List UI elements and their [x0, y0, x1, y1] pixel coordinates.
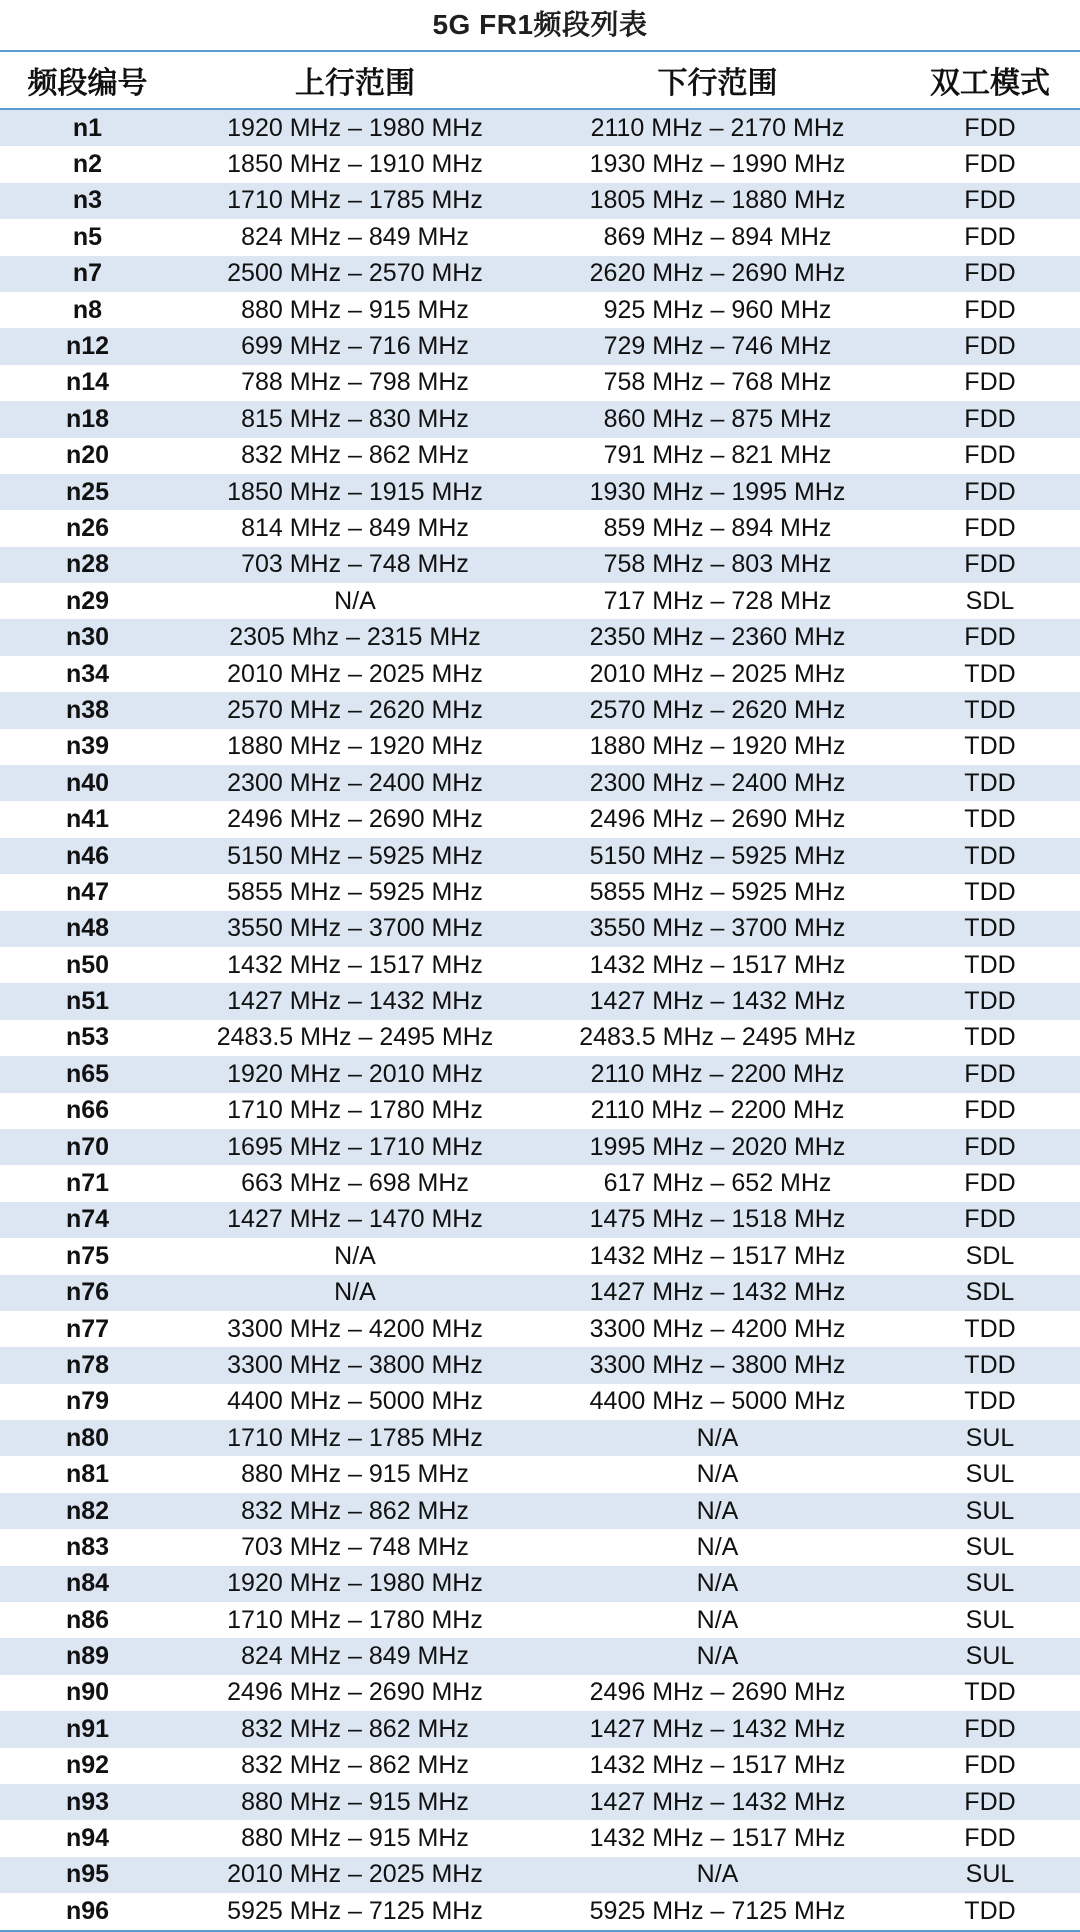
duplex-mode-cell: SUL: [900, 1420, 1080, 1456]
table-row: [0, 874, 1080, 910]
table-row: [0, 838, 1080, 874]
table-row: [0, 1820, 1080, 1856]
duplex-mode-cell: TDD: [900, 1893, 1080, 1929]
downlink-range-cell: N/A: [535, 1529, 900, 1565]
uplink-range-cell: 1850 MHz – 1910 MHz: [175, 146, 535, 182]
band-number-cell: n80: [0, 1420, 175, 1456]
table-row: [0, 146, 1080, 182]
band-number-cell: n50: [0, 947, 175, 983]
duplex-mode-cell: SDL: [900, 1238, 1080, 1274]
uplink-range-cell: 703 MHz – 748 MHz: [175, 1529, 535, 1565]
downlink-range-cell: 729 MHz – 746 MHz: [535, 328, 900, 364]
uplink-range-cell: 1710 MHz – 1780 MHz: [175, 1602, 535, 1638]
band-number-cell: n82: [0, 1493, 175, 1529]
downlink-range-cell: 869 MHz – 894 MHz: [535, 219, 900, 255]
uplink-range-cell: N/A: [175, 1275, 535, 1311]
band-number-cell: n12: [0, 328, 175, 364]
band-number-cell: n28: [0, 547, 175, 583]
table-row: [0, 183, 1080, 219]
table-row: [0, 1129, 1080, 1165]
band-number-cell: n41: [0, 801, 175, 837]
band-number-cell: n25: [0, 474, 175, 510]
band-number-cell: n86: [0, 1602, 175, 1638]
uplink-range-cell: 699 MHz – 716 MHz: [175, 328, 535, 364]
band-number-cell: n77: [0, 1311, 175, 1347]
table-row: [0, 619, 1080, 655]
band-number-cell: n76: [0, 1275, 175, 1311]
table-row: [0, 1093, 1080, 1129]
uplink-range-cell: 1710 MHz – 1785 MHz: [175, 183, 535, 219]
band-number-cell: n79: [0, 1384, 175, 1420]
table-row: [0, 510, 1080, 546]
band-number-cell: n2: [0, 146, 175, 182]
band-number-cell: n46: [0, 838, 175, 874]
duplex-mode-cell: FDD: [900, 474, 1080, 510]
band-number-cell: n81: [0, 1456, 175, 1492]
uplink-range-cell: 1710 MHz – 1780 MHz: [175, 1093, 535, 1129]
uplink-range-cell: 2570 MHz – 2620 MHz: [175, 692, 535, 728]
uplink-range-cell: 1432 MHz – 1517 MHz: [175, 947, 535, 983]
duplex-mode-cell: FDD: [900, 547, 1080, 583]
uplink-range-cell: 1427 MHz – 1470 MHz: [175, 1202, 535, 1238]
downlink-range-cell: 2570 MHz – 2620 MHz: [535, 692, 900, 728]
band-number-cell: n26: [0, 510, 175, 546]
uplink-range-cell: 1920 MHz – 2010 MHz: [175, 1056, 535, 1092]
duplex-mode-cell: FDD: [900, 1129, 1080, 1165]
uplink-range-cell: 703 MHz – 748 MHz: [175, 547, 535, 583]
duplex-mode-cell: FDD: [900, 401, 1080, 437]
header-row: [0, 52, 1080, 109]
uplink-range-cell: 832 MHz – 862 MHz: [175, 1493, 535, 1529]
duplex-mode-cell: TDD: [900, 656, 1080, 692]
uplink-range-cell: 824 MHz – 849 MHz: [175, 1638, 535, 1674]
downlink-range-cell: N/A: [535, 1420, 900, 1456]
downlink-range-cell: 1427 MHz – 1432 MHz: [535, 1784, 900, 1820]
downlink-range-cell: 5855 MHz – 5925 MHz: [535, 874, 900, 910]
downlink-range-cell: 1432 MHz – 1517 MHz: [535, 1748, 900, 1784]
table-row: [0, 1748, 1080, 1784]
duplex-mode-cell: TDD: [900, 983, 1080, 1019]
uplink-range-cell: 880 MHz – 915 MHz: [175, 1820, 535, 1856]
band-number-cell: n40: [0, 765, 175, 801]
downlink-range-cell: 2496 MHz – 2690 MHz: [535, 801, 900, 837]
uplink-range-cell: 1850 MHz – 1915 MHz: [175, 474, 535, 510]
band-number-cell: n7: [0, 256, 175, 292]
band-number-cell: n65: [0, 1056, 175, 1092]
uplink-range-cell: 832 MHz – 862 MHz: [175, 1748, 535, 1784]
downlink-range-cell: 1930 MHz – 1990 MHz: [535, 146, 900, 182]
downlink-range-cell: 2110 MHz – 2200 MHz: [535, 1093, 900, 1129]
downlink-range-cell: 1475 MHz – 1518 MHz: [535, 1202, 900, 1238]
uplink-range-cell: 814 MHz – 849 MHz: [175, 510, 535, 546]
downlink-range-cell: 3550 MHz – 3700 MHz: [535, 911, 900, 947]
band-number-cell: n29: [0, 583, 175, 619]
uplink-range-cell: 2305 Mhz – 2315 MHz: [175, 619, 535, 655]
duplex-mode-cell: FDD: [900, 109, 1080, 146]
downlink-range-cell: 758 MHz – 768 MHz: [535, 365, 900, 401]
duplex-mode-cell: FDD: [900, 1748, 1080, 1784]
table-row: [0, 1493, 1080, 1529]
duplex-mode-cell: TDD: [900, 692, 1080, 728]
downlink-range-cell: 617 MHz – 652 MHz: [535, 1165, 900, 1201]
table-row: [0, 1566, 1080, 1602]
band-number-cell: n1: [0, 109, 175, 146]
table-row: [0, 1893, 1080, 1929]
downlink-range-cell: N/A: [535, 1857, 900, 1893]
uplink-range-cell: 1695 MHz – 1710 MHz: [175, 1129, 535, 1165]
table-row: [0, 1711, 1080, 1747]
downlink-range-cell: N/A: [535, 1602, 900, 1638]
duplex-mode-cell: SDL: [900, 583, 1080, 619]
uplink-range-cell: 880 MHz – 915 MHz: [175, 1456, 535, 1492]
table-row: [0, 1238, 1080, 1274]
band-number-cell: n51: [0, 983, 175, 1019]
band-number-cell: n75: [0, 1238, 175, 1274]
table-row: [0, 474, 1080, 510]
duplex-mode-cell: FDD: [900, 1056, 1080, 1092]
table-row: [0, 1638, 1080, 1674]
duplex-mode-cell: FDD: [900, 365, 1080, 401]
header-band-number: 频段编号: [0, 52, 175, 109]
table-row: [0, 1529, 1080, 1565]
downlink-range-cell: 4400 MHz – 5000 MHz: [535, 1384, 900, 1420]
downlink-range-cell: 1432 MHz – 1517 MHz: [535, 1238, 900, 1274]
uplink-range-cell: 2010 MHz – 2025 MHz: [175, 1857, 535, 1893]
bottom-divider: [0, 1930, 1080, 1932]
band-number-cell: n53: [0, 1020, 175, 1056]
table-row: [0, 109, 1080, 146]
downlink-range-cell: 3300 MHz – 4200 MHz: [535, 1311, 900, 1347]
table-row: [0, 1602, 1080, 1638]
downlink-range-cell: 1432 MHz – 1517 MHz: [535, 1820, 900, 1856]
header-downlink-range: 下行范围: [535, 52, 900, 109]
band-number-cell: n74: [0, 1202, 175, 1238]
downlink-range-cell: 2483.5 MHz – 2495 MHz: [535, 1020, 900, 1056]
duplex-mode-cell: FDD: [900, 1165, 1080, 1201]
duplex-mode-cell: FDD: [900, 328, 1080, 364]
downlink-range-cell: 717 MHz – 728 MHz: [535, 583, 900, 619]
table-row: [0, 256, 1080, 292]
table-row: [0, 401, 1080, 437]
band-number-cell: n95: [0, 1857, 175, 1893]
table-row: [0, 1202, 1080, 1238]
duplex-mode-cell: FDD: [900, 146, 1080, 182]
downlink-range-cell: 2496 MHz – 2690 MHz: [535, 1675, 900, 1711]
band-number-cell: n89: [0, 1638, 175, 1674]
table-row: [0, 1275, 1080, 1311]
band-number-cell: n34: [0, 656, 175, 692]
downlink-range-cell: 2300 MHz – 2400 MHz: [535, 765, 900, 801]
duplex-mode-cell: TDD: [900, 801, 1080, 837]
downlink-range-cell: N/A: [535, 1456, 900, 1492]
uplink-range-cell: 3300 MHz – 4200 MHz: [175, 1311, 535, 1347]
duplex-mode-cell: SUL: [900, 1529, 1080, 1565]
duplex-mode-cell: SDL: [900, 1275, 1080, 1311]
uplink-range-cell: 1920 MHz – 1980 MHz: [175, 109, 535, 146]
downlink-range-cell: N/A: [535, 1566, 900, 1602]
uplink-range-cell: N/A: [175, 1238, 535, 1274]
band-number-cell: n18: [0, 401, 175, 437]
table-row: [0, 292, 1080, 328]
band-table: [0, 52, 1080, 1930]
downlink-range-cell: 1805 MHz – 1880 MHz: [535, 183, 900, 219]
table-row: [0, 1165, 1080, 1201]
band-number-cell: n70: [0, 1129, 175, 1165]
downlink-range-cell: 1427 MHz – 1432 MHz: [535, 1711, 900, 1747]
duplex-mode-cell: TDD: [900, 729, 1080, 765]
downlink-range-cell: 791 MHz – 821 MHz: [535, 438, 900, 474]
uplink-range-cell: 815 MHz – 830 MHz: [175, 401, 535, 437]
uplink-range-cell: 1710 MHz – 1785 MHz: [175, 1420, 535, 1456]
table-row: [0, 583, 1080, 619]
band-number-cell: n30: [0, 619, 175, 655]
downlink-range-cell: 2110 MHz – 2170 MHz: [535, 109, 900, 146]
duplex-mode-cell: FDD: [900, 256, 1080, 292]
uplink-range-cell: 1880 MHz – 1920 MHz: [175, 729, 535, 765]
duplex-mode-cell: TDD: [900, 947, 1080, 983]
downlink-range-cell: 1427 MHz – 1432 MHz: [535, 983, 900, 1019]
duplex-mode-cell: TDD: [900, 765, 1080, 801]
downlink-range-cell: 1432 MHz – 1517 MHz: [535, 947, 900, 983]
duplex-mode-cell: TDD: [900, 1311, 1080, 1347]
downlink-range-cell: 925 MHz – 960 MHz: [535, 292, 900, 328]
uplink-range-cell: 880 MHz – 915 MHz: [175, 1784, 535, 1820]
downlink-range-cell: 2010 MHz – 2025 MHz: [535, 656, 900, 692]
table-body: [0, 109, 1080, 1930]
uplink-range-cell: 4400 MHz – 5000 MHz: [175, 1384, 535, 1420]
table-row: [0, 438, 1080, 474]
band-number-cell: n84: [0, 1566, 175, 1602]
duplex-mode-cell: TDD: [900, 1384, 1080, 1420]
band-number-cell: n66: [0, 1093, 175, 1129]
duplex-mode-cell: FDD: [900, 510, 1080, 546]
table-row: [0, 947, 1080, 983]
table-row: [0, 1056, 1080, 1092]
duplex-mode-cell: TDD: [900, 1347, 1080, 1383]
duplex-mode-cell: FDD: [900, 1093, 1080, 1129]
duplex-mode-cell: FDD: [900, 1784, 1080, 1820]
duplex-mode-cell: FDD: [900, 1202, 1080, 1238]
downlink-range-cell: 859 MHz – 894 MHz: [535, 510, 900, 546]
duplex-mode-cell: FDD: [900, 619, 1080, 655]
uplink-range-cell: 1920 MHz – 1980 MHz: [175, 1566, 535, 1602]
table-row: [0, 1020, 1080, 1056]
table-row: [0, 1311, 1080, 1347]
downlink-range-cell: 1995 MHz – 2020 MHz: [535, 1129, 900, 1165]
table-row: [0, 1384, 1080, 1420]
duplex-mode-cell: SUL: [900, 1638, 1080, 1674]
band-number-cell: n94: [0, 1820, 175, 1856]
table-row: [0, 219, 1080, 255]
band-number-cell: n96: [0, 1893, 175, 1929]
duplex-mode-cell: TDD: [900, 838, 1080, 874]
uplink-range-cell: 880 MHz – 915 MHz: [175, 292, 535, 328]
table-row: [0, 983, 1080, 1019]
table-row: [0, 547, 1080, 583]
uplink-range-cell: 3300 MHz – 3800 MHz: [175, 1347, 535, 1383]
duplex-mode-cell: FDD: [900, 219, 1080, 255]
band-number-cell: n71: [0, 1165, 175, 1201]
band-number-cell: n8: [0, 292, 175, 328]
downlink-range-cell: 758 MHz – 803 MHz: [535, 547, 900, 583]
uplink-range-cell: 824 MHz – 849 MHz: [175, 219, 535, 255]
uplink-range-cell: 5925 MHz – 7125 MHz: [175, 1893, 535, 1929]
uplink-range-cell: 5150 MHz – 5925 MHz: [175, 838, 535, 874]
band-number-cell: n5: [0, 219, 175, 255]
uplink-range-cell: 2483.5 MHz – 2495 MHz: [175, 1020, 535, 1056]
uplink-range-cell: 5855 MHz – 5925 MHz: [175, 874, 535, 910]
uplink-range-cell: 832 MHz – 862 MHz: [175, 438, 535, 474]
band-number-cell: n3: [0, 183, 175, 219]
table-row: [0, 729, 1080, 765]
band-number-cell: n93: [0, 1784, 175, 1820]
band-number-cell: n14: [0, 365, 175, 401]
duplex-mode-cell: SUL: [900, 1566, 1080, 1602]
band-number-cell: n20: [0, 438, 175, 474]
header-uplink-range: 上行范围: [175, 52, 535, 109]
downlink-range-cell: 5925 MHz – 7125 MHz: [535, 1893, 900, 1929]
duplex-mode-cell: TDD: [900, 1675, 1080, 1711]
table-row: [0, 692, 1080, 728]
duplex-mode-cell: FDD: [900, 292, 1080, 328]
duplex-mode-cell: FDD: [900, 1820, 1080, 1856]
uplink-range-cell: 788 MHz – 798 MHz: [175, 365, 535, 401]
page-title: 5G FR1频段列表: [432, 9, 648, 40]
band-number-cell: n39: [0, 729, 175, 765]
uplink-range-cell: 663 MHz – 698 MHz: [175, 1165, 535, 1201]
table-row: [0, 365, 1080, 401]
table-row: [0, 1456, 1080, 1492]
duplex-mode-cell: TDD: [900, 1020, 1080, 1056]
band-number-cell: n47: [0, 874, 175, 910]
table-row: [0, 1784, 1080, 1820]
table-header: [0, 52, 1080, 109]
uplink-range-cell: 2010 MHz – 2025 MHz: [175, 656, 535, 692]
duplex-mode-cell: TDD: [900, 874, 1080, 910]
uplink-range-cell: 2496 MHz – 2690 MHz: [175, 801, 535, 837]
table-row: [0, 765, 1080, 801]
duplex-mode-cell: SUL: [900, 1602, 1080, 1638]
header-duplex-mode: 双工模式: [900, 52, 1080, 109]
uplink-range-cell: 832 MHz – 862 MHz: [175, 1711, 535, 1747]
downlink-range-cell: 1880 MHz – 1920 MHz: [535, 729, 900, 765]
uplink-range-cell: 2300 MHz – 2400 MHz: [175, 765, 535, 801]
duplex-mode-cell: SUL: [900, 1456, 1080, 1492]
uplink-range-cell: 2500 MHz – 2570 MHz: [175, 256, 535, 292]
downlink-range-cell: 2110 MHz – 2200 MHz: [535, 1056, 900, 1092]
downlink-range-cell: N/A: [535, 1638, 900, 1674]
downlink-range-cell: 2620 MHz – 2690 MHz: [535, 256, 900, 292]
table-row: [0, 911, 1080, 947]
duplex-mode-cell: TDD: [900, 911, 1080, 947]
downlink-range-cell: 3300 MHz – 3800 MHz: [535, 1347, 900, 1383]
duplex-mode-cell: FDD: [900, 1711, 1080, 1747]
duplex-mode-cell: SUL: [900, 1493, 1080, 1529]
downlink-range-cell: 1427 MHz – 1432 MHz: [535, 1275, 900, 1311]
downlink-range-cell: 1930 MHz – 1995 MHz: [535, 474, 900, 510]
band-number-cell: n91: [0, 1711, 175, 1747]
downlink-range-cell: N/A: [535, 1493, 900, 1529]
band-number-cell: n92: [0, 1748, 175, 1784]
uplink-range-cell: 2496 MHz – 2690 MHz: [175, 1675, 535, 1711]
band-number-cell: n48: [0, 911, 175, 947]
table-row: [0, 1857, 1080, 1893]
duplex-mode-cell: FDD: [900, 438, 1080, 474]
band-number-cell: n38: [0, 692, 175, 728]
table-row: [0, 1347, 1080, 1383]
downlink-range-cell: 5150 MHz – 5925 MHz: [535, 838, 900, 874]
table-row: [0, 656, 1080, 692]
table-row: [0, 328, 1080, 364]
band-number-cell: n90: [0, 1675, 175, 1711]
band-number-cell: n83: [0, 1529, 175, 1565]
table-row: [0, 801, 1080, 837]
uplink-range-cell: 3550 MHz – 3700 MHz: [175, 911, 535, 947]
duplex-mode-cell: SUL: [900, 1857, 1080, 1893]
table-row: [0, 1420, 1080, 1456]
uplink-range-cell: N/A: [175, 583, 535, 619]
duplex-mode-cell: FDD: [900, 183, 1080, 219]
band-number-cell: n78: [0, 1347, 175, 1383]
uplink-range-cell: 1427 MHz – 1432 MHz: [175, 983, 535, 1019]
downlink-range-cell: 2350 MHz – 2360 MHz: [535, 619, 900, 655]
downlink-range-cell: 860 MHz – 875 MHz: [535, 401, 900, 437]
table-row: [0, 1675, 1080, 1711]
